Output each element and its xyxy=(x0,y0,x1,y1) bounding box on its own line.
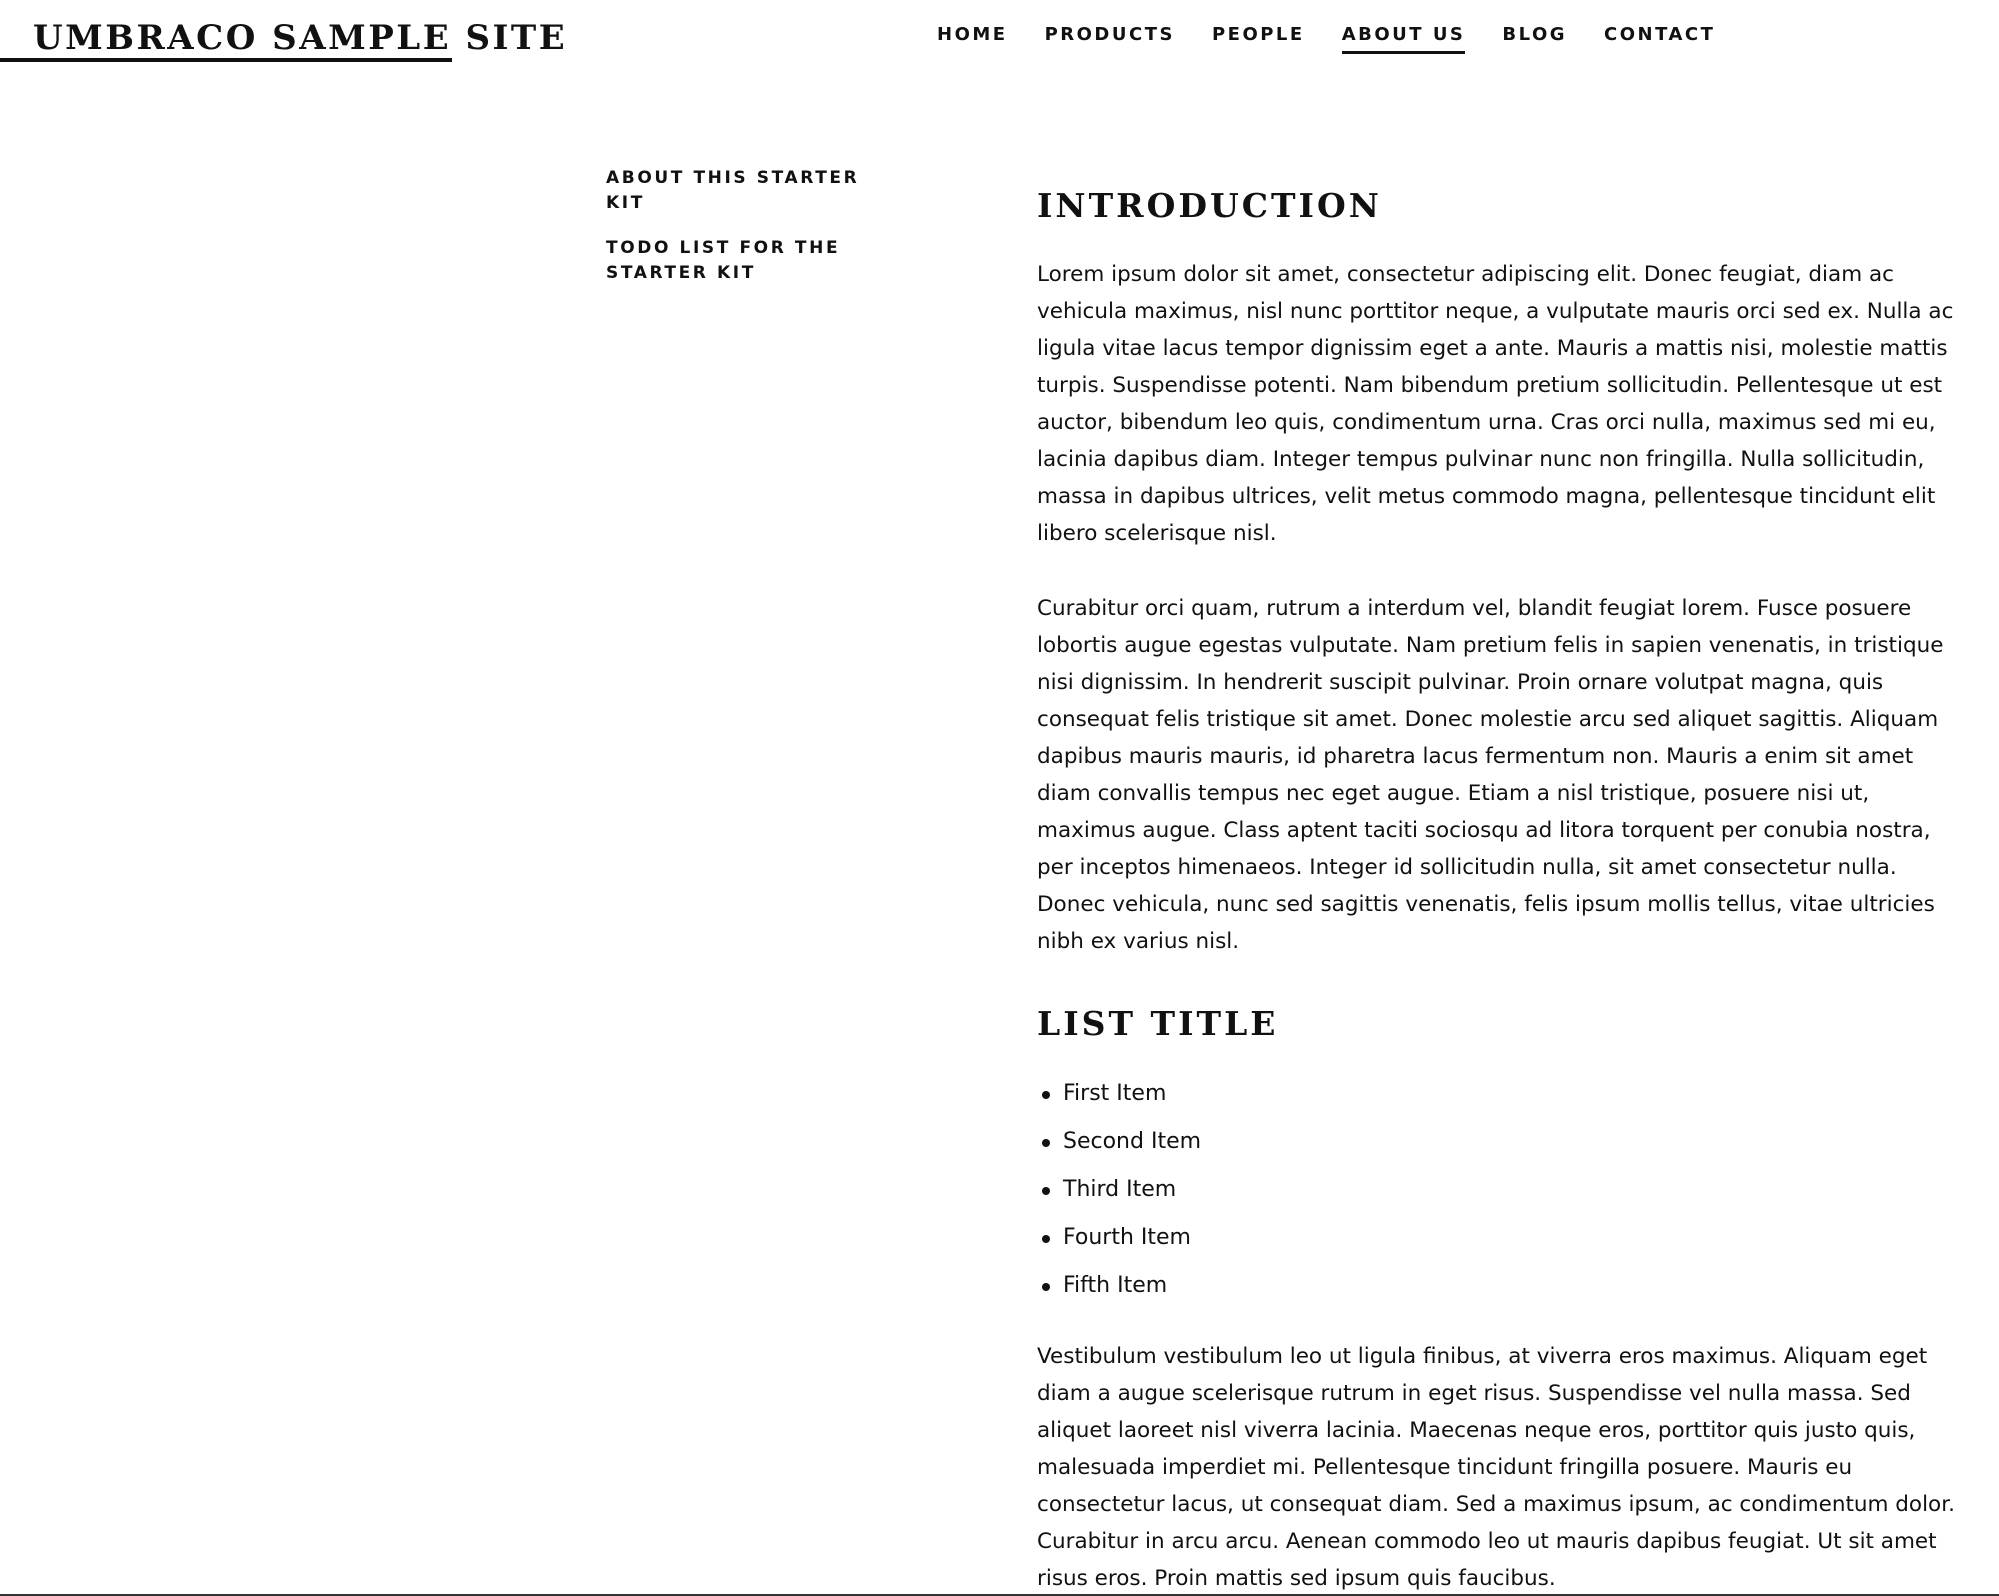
intro-paragraph-2: Curabitur orci quam, rutrum a interdum vel, blandit feugiat lorem. Fusce posuere lobortis augue egestas vulputate. Nam pretium felis in sapien venenatis, in tristique nisi dignissim. In hendrerit suscipit pulvinar. Proin ornare volutpat magna, quis consequat felis tristique sit amet. Donec molestie arcu sed aliquet sagittis. Aliquam dapibus mauris mauris, id pharetra lacus fermentum non. Mauris a enim sit amet diam convallis tempus nec eget augue. Etiam a nisl tristique, posuere nisi ut, maximus augue. Class aptent taciti sociosqu ad litora torquent per conubia nostra, per inceptos himenaeos. Integer id sollicitudin nulla, sit amet consectetur nulla. Donec vehicula, nunc sed sagittis venenatis, felis ipsum mollis tellus, vitae ultricies nibh ex varius nisl. xyxy=(1037,596,1944,954)
site-logo[interactable]: UMBRACO SAMPLE SITE xyxy=(0,14,452,62)
list-item: First Item xyxy=(1037,1070,1957,1118)
nav-item-products[interactable]: PRODUCTS xyxy=(1044,24,1175,45)
list-item: Second Item xyxy=(1037,1118,1957,1166)
sidebar-item-about-starter-kit[interactable]: ABOUT THIS STARTER KIT xyxy=(606,168,860,213)
list-item: Fifth Item xyxy=(1037,1262,1957,1310)
list-heading: LIST TITLE xyxy=(1037,1004,1279,1043)
closing-paragraph: Vestibulum vestibulum leo ut ligula finibus, at viverra eros maximus. Aliquam eget diam a augue scelerisque rutrum in eget risus. Suspendisse vel nulla massa. Sed aliquet laoreet nisl viverra lacinia. Maecenas neque eros, porttitor quis justo quis, malesuada imperdiet mi. Pellentesque tincidunt fringilla posuere. Mauris eu consectetur lacus, ut consequat diam. Sed a maximus ipsum, ac condimentum dolor. Curabitur in arcu arcu. Aenean commodo leo ut mauris dapibus feugiat. Ut sit amet risus eros. Proin mattis sed ipsum quis faucibus. xyxy=(1037,1344,1955,1591)
intro-heading: INTRODUCTION xyxy=(1037,186,1382,225)
sidebar-item-todo-list[interactable]: TODO LIST FOR THE STARTER KIT xyxy=(606,238,841,283)
nav-item-blog[interactable]: BLOG xyxy=(1502,24,1568,45)
sidebar-navigation xyxy=(606,166,896,306)
main-content xyxy=(1037,180,1957,1596)
item-list xyxy=(1037,1070,1957,1310)
nav-item-about-us[interactable]: ABOUT US xyxy=(1342,20,1466,54)
nav-item-contact[interactable]: CONTACT xyxy=(1604,24,1716,45)
list-item: Third Item xyxy=(1037,1166,1957,1214)
list-item: Fourth Item xyxy=(1037,1214,1957,1262)
intro-paragraph-1: Lorem ipsum dolor sit amet, consectetur adipiscing elit. Donec feugiat, diam ac vehicula maximus, nisl nunc porttitor neque, a vulputate mauris orci sed ex. Nulla ac ligula vitae lacus tempor dignissim eget a ante. Mauris a mattis nisi, molestie mattis turpis. Suspendisse potenti. Nam bibendum pretium sollicitudin. Pellentesque ut est auctor, bibendum leo quis, condimentum urna. Cras orci nulla, maximus sed mi eu, lacinia dapibus diam. Integer tempus pulvinar nunc non fringilla. Nulla sollicitudin, massa in dapibus ultrices, velit metus commodo magna, pellentesque tincidunt elit libero scelerisque nisl. xyxy=(1037,262,1954,546)
nav-item-people[interactable]: PEOPLE xyxy=(1211,24,1305,45)
nav-item-home[interactable]: HOME xyxy=(937,24,1008,45)
main-navigation xyxy=(937,20,1752,54)
